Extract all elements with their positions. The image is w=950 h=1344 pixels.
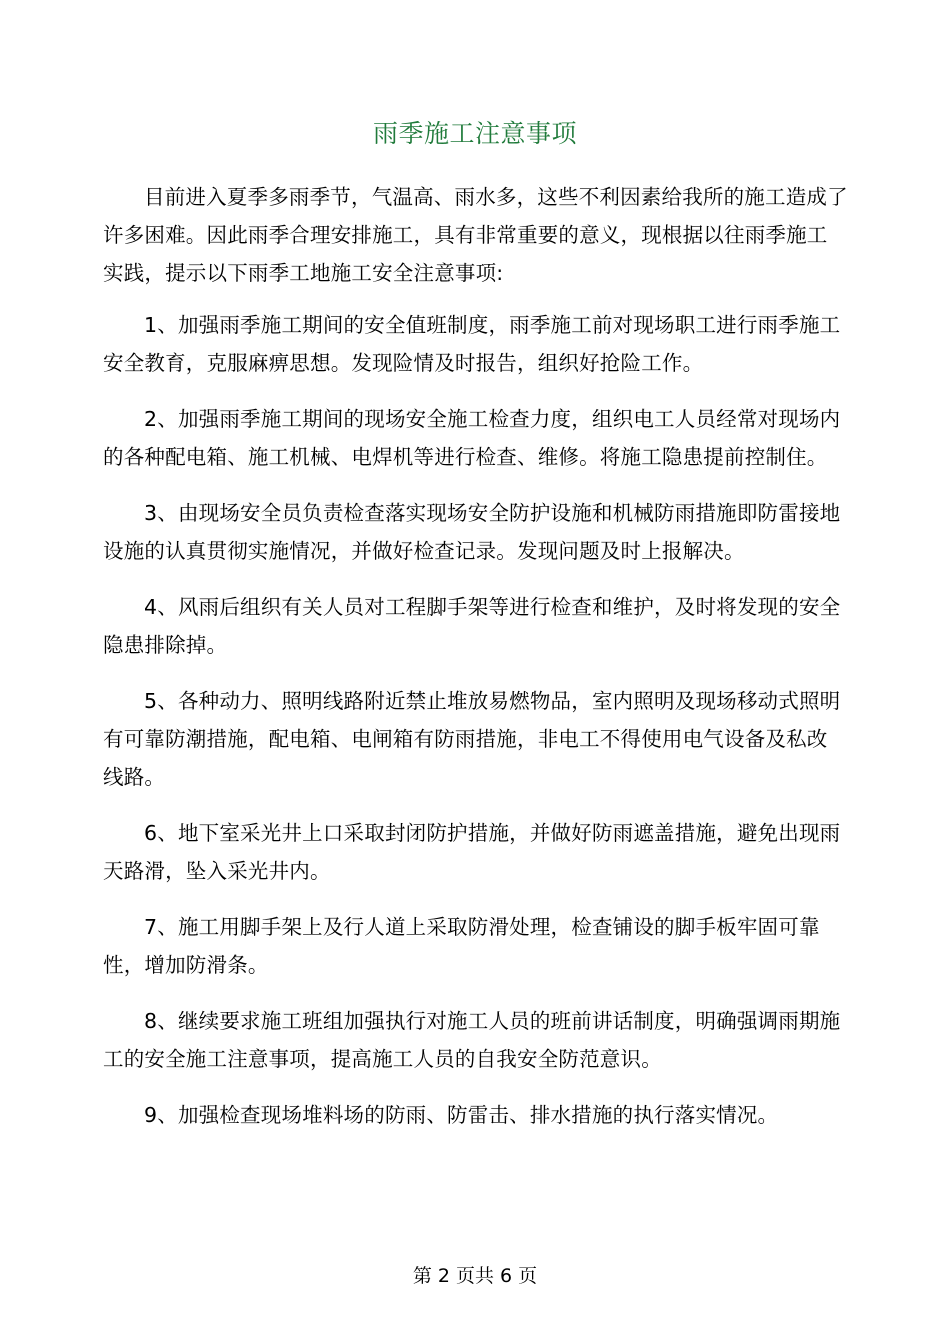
list-item: 4、风雨后组织有关人员对工程脚手架等进行检查和维护，及时将发现的安全隐患排除掉。 (103, 595, 841, 657)
list-item: 3、由现场安全员负责检查落实现场安全防护设施和机械防雨措施即防雷接地设施的认真贯彻实施情况，并做好检查记录。发现问题及时上报解决。 (103, 501, 841, 563)
list-item: 1、加强雨季施工期间的安全值班制度，雨季施工前对现场职工进行雨季施工安全教育，克服麻痹思想。发现险情及时报告，组织好抢险工作。 (103, 313, 841, 375)
page-number-footer: 第 2 页共 6 页 (412, 1265, 538, 1287)
list-item: 8、继续要求施工班组加强执行对施工人员的班前讲话制度，明确强调雨期施工的安全施工注意事项，提高施工人员的自我安全防范意识。 (103, 1009, 841, 1071)
list-item: 5、各种动力、照明线路附近禁止堆放易燃物品，室内照明及现场移动式照明有可靠防潮措施，配电箱、电闸箱有防雨措施，非电工不得使用电气设备及私改线路。 (103, 689, 841, 789)
document-title: 雨季施工注意事项 (372, 119, 577, 148)
document-body (103, 178, 848, 1152)
list-item: 7、施工用脚手架上及行人道上采取防滑处理，检查铺设的脚手板牢固可靠性，增加防滑条。 (103, 915, 820, 977)
list-item: 9、加强检查现场堆料场的防雨、防雷击、排水措施的执行落实情况。 (144, 1103, 779, 1127)
intro-paragraph: 目前进入夏季多雨季节，气温高、雨水多，这些不利因素给我所的施工造成了许多困难。因此雨季合理安排施工，具有非常重要的意义，现根据以往雨季施工实践，提示以下雨季工地施工安全注意事项: (103, 185, 848, 285)
list-item: 2、加强雨季施工期间的现场安全施工检查力度，组织电工人员经常对现场内的各种配电箱、施工机械、电焊机等进行检查、维修。将施工隐患提前控制住。 (103, 407, 841, 469)
list-item: 6、地下室采光井上口采取封闭防护措施，并做好防雨遮盖措施，避免出现雨天路滑，坠入采光井内。 (103, 821, 841, 883)
